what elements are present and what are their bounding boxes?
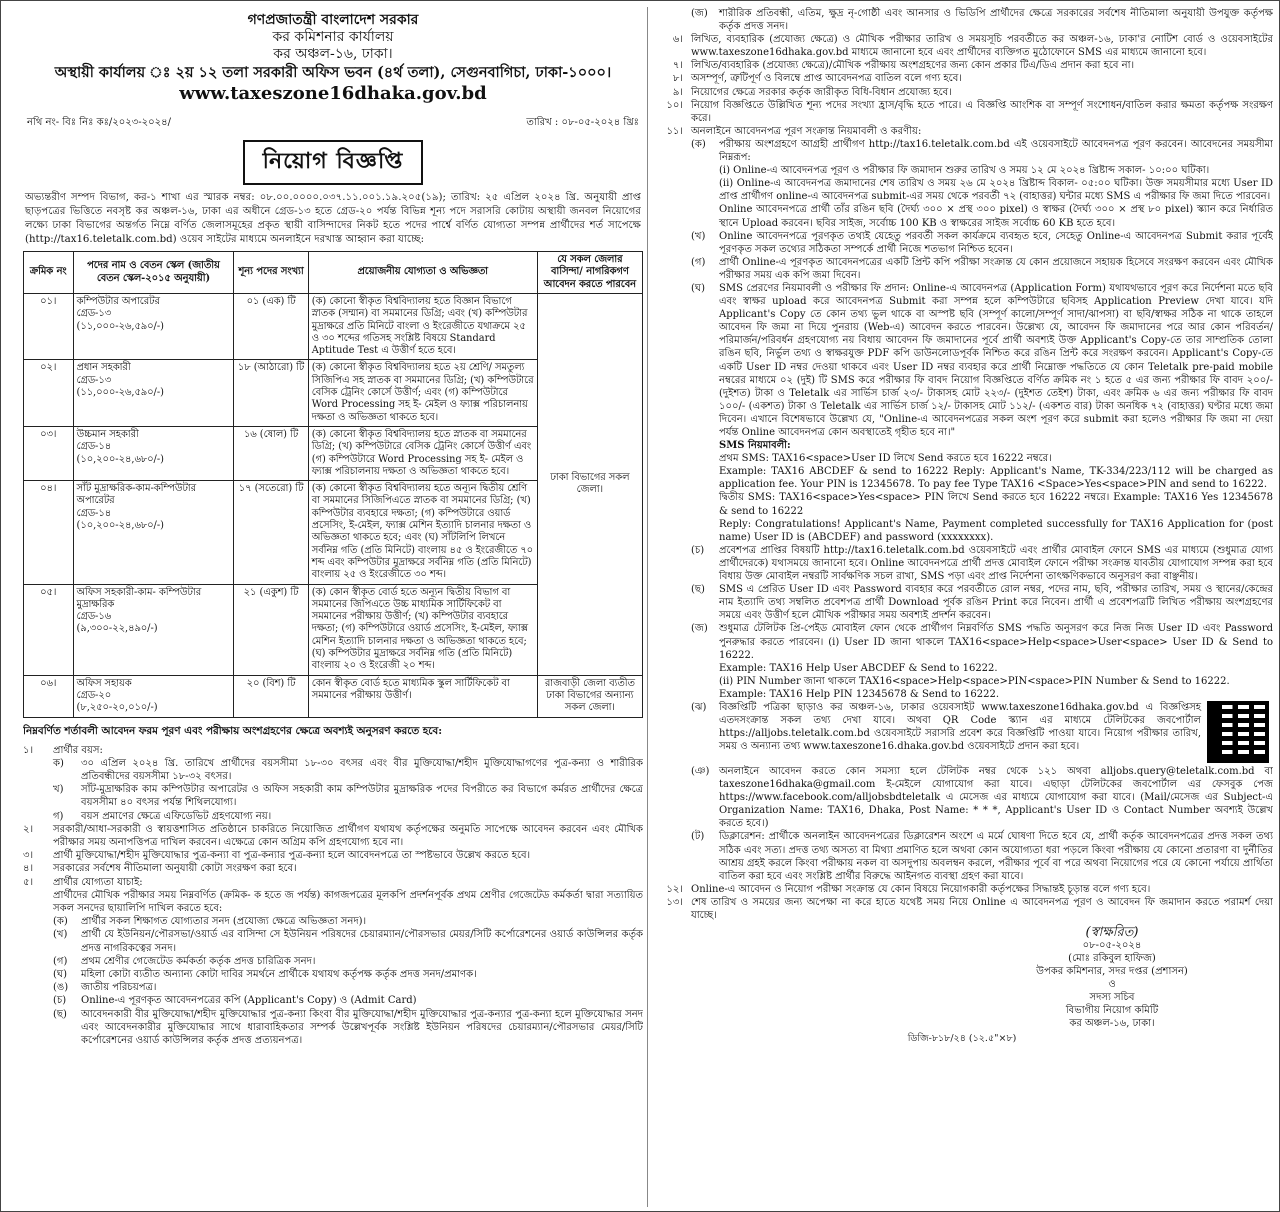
instruction-text: Online-এ আবেদন ও নিয়োগ পরীক্ষা সংক্রান্ত যে কোন বিষয়ে নিয়োগকারী কর্তৃপক্ষের সিদ্ধান্তই চূড়ান্ত বলে গণ্য হবে। [691,883,1151,895]
instruction-line: (i) Online-এ আবেদনপত্র পূরণ ও পরীক্ষার ফি জমাদান শুরুর তারিখ ও সময় ১২ মে ২০২৪ খ্রিষ্টাব্দ সকাল- ১০:০০ ঘটিকা। [719,165,1210,177]
instruction-subnumber: (ছ) [691,584,705,596]
instruction-spacer [651,230,691,256]
instruction-item [651,230,1273,256]
condition-subnumber: গ) [53,810,64,822]
instruction-number: ১০। [666,99,683,111]
instruction-text: নিয়োগের ক্ষেত্রে সরকার কর্তৃক জারীকৃত বিধি-বিধান প্রযোজ্য হবে। [691,86,952,98]
instruction-spacer [651,583,691,622]
instruction-number: ৬। [672,34,683,46]
condition-subnumber: (চ) [53,995,67,1007]
instruction-spacer [651,282,691,439]
signatory-committee: বিভাগীয় নিয়োগ কমিটি [1065,1005,1159,1017]
instruction-subnumber: (জ) [691,8,708,19]
condition-subnumber: (ঙ) [53,982,69,994]
condition-item [23,849,643,862]
instruction-item [651,830,1273,882]
instruction-text: Online আবেদনপত্রে পূরণকৃত তথ্যই যেহেতু পরবর্তী সকল কার্যক্রমে ব্যবহৃত হবে, সেহেতু Online-এ আবেদনপত্র Submit করার পূর্বেই পূরণকৃত সকল তথ্যের সঠিকতা সম্পর্কে প্রার্থী নিজে শতভাগ নিশ্চিত হবেন। [719,230,1273,255]
instruction-line: Example: TAX16 ABCDEF & send to 16222 Reply: Applicant's Name, TK-334/223/112 will be charged as application fee. Your PIN is 12345678. To pay fee Type TAX16 <Space>Yes<space>PIN and send to 16222. [719,466,1273,491]
instruction-subnumber: (ট) [691,831,705,843]
condition-spacer [23,810,53,823]
post-name: উচ্চমান সহকারী [76,428,139,440]
condition-text: প্রার্থী মুক্তিযোদ্ধা/শহীদ মুক্তিযোদ্ধার পুত্র-কন্যা বা পুত্র-কন্যার পুত্র-কন্যা হলে আবেদনপত্রে তা স্পষ্টভাবে উল্লেখ করতে হবে। [53,850,531,862]
instruction-text: বিজ্ঞপ্তিটি পত্রিকা ছাড়াও কর অঞ্চল-১৬, ঢাকার ওয়েবসাইট www.taxeszone16dhaka.gov.bd এ বিজ্ঞপ্তিসহ এতদসংক্রান্ত সকল তথ্য দেখা যাবে। অথবা QR Code স্ক্যান এর মাধ্যমে টেলিটকের জবপোর্টাল https://alljobs.teletalk.com.bd ওয়েবসাইটে সরাসরি প্রবেশ করে বিজ্ঞপ্তিটি পাওয়া যাবে। নিয়োগ পরীক্ষার তারিখ, সময় ও অন্যান্য তথ্য www.taxeszone16.dhaka.gov.bd ওয়েবসাইটে প্রদান করা হবে। [719,701,1273,765]
row-qualification: (ক) কোন স্বীকৃত বোর্ড হতে অন্যূন দ্বিতীয় বিভাগ বা সমমানের জিপিএতে উচ্চ মাধ্যমিক সার্টিফিকেট বা সমমানের পরীক্ষায় উত্তীর্ণ; (খ) কম্পিউটার ব্যবহারে দক্ষতা; (গ) কম্পিউটারে ওয়ার্ড প্রসেসিং, ই-মেইল, ফ্যাক্স মেশিন ইত্যাদি চালনার দক্ষতা ও অভিজ্ঞতা থাকতে হবে; (ঘ) কম্পিউটার মুদ্রাক্ষরে সর্বনিম্ন গতি (প্রতি মিনিটে) বাংলায় ২০ ও ইংরেজী ২০ শব্দ। [308,584,537,675]
instruction-number: ৭। [672,60,683,72]
instruction-subnumber: (ঝ) [691,701,707,713]
condition-subnumber: (ঘ) [53,968,67,980]
instruction-spacer [651,622,691,661]
row-vacancy-count: ১৭ (সতেরো) টি [234,481,308,584]
instruction-subnumber: (জ) [691,623,708,635]
instruction-item [651,883,1273,896]
row-qualification: (ক) কোনো স্বীকৃত বিশ্ববিদ্যালয় হতে বিজ্ঞান বিভাগে স্নাতক (সম্মান) বা সমমানের ডিগ্রি; এবং (খ) কম্পিউটার মুদ্রাক্ষরে প্রতি মিনিটে বাংলা ও ইংরেজীতে যথাক্রমে ২৫ ও ৩০ শব্দের গতিসহ সংশ্লিষ্ট বিষয়ে Standard Aptitude Test এ উত্তীর্ণ হতে হবে। [308,294,537,360]
footer-code: ডিজি-৮১৮/২৪ (১২.৫"×৮) [907,1033,1017,1045]
post-grade: গ্রেড-১৪ [76,507,112,519]
post-scale: (১০,২০০-২৪,৬৮০/-) [76,453,164,465]
signatory-office: কর অঞ্চল-১৬, ঢাকা। [1069,1018,1155,1030]
post-grade: গ্রেড-২০ [76,689,112,701]
condition-spacer [23,783,53,809]
condition-item [23,823,643,849]
conditions-title: নিম্নবর্ণিত শর্তাবলী আবেদন ফরম পূরণ এবং পরীক্ষায় অংশগ্রহণের ক্ষেত্রে অবশ্যই অনুসরণ করতে হবে: [23,724,443,737]
instruction-line: Example: TAX16 Help User ABCDEF & Send to 16222. [719,662,998,674]
table-header-cell: প্রয়োজনীয় যোগ্যতা ও অভিজ্ঞতা [308,252,537,294]
instruction-text: SMS এ প্রেরিত User ID এবং Password ব্যবহার করে পরবর্তীতে রোল নম্বর, পদের নাম, ছবি, পরীক্ষার তারিখ, সময় ও স্থানের/কেন্দ্রের নাম ইত্যাদি তথ্য সম্বলিত প্রবেশপত্র প্রার্থী Download পূর্বক রঙিন Print করে নিবেন। প্রার্থী এ প্রবেশপত্রটি লিখিত পরীক্ষায় অংশগ্রহণের সময়ে এবং উত্তীর্ণ হলে মৌখিক পরীক্ষার সময় অবশ্যই প্রদর্শন করবেন। [719,584,1273,622]
condition-item [23,915,643,928]
instruction-subnumber: (গ) [691,256,706,268]
instruction-item [651,99,1273,125]
memo-date: তারিখ : ০৮-০৫-২০২৪ খ্রিঃ [526,117,639,128]
instruction-item [651,583,1273,622]
row-post [73,675,234,717]
instruction-text: অনলাইনে আবেদন করতে কোন সমস্যা হলে টেলিটক নম্বর থেকে ১২১ অথবা alljobs.query@teletalk.com.bd বা taxeszone16dhaka@gmail.com ই-মেইলে যোগাযোগ করা যাবে। এছাড়া টেলিটকের জবপোর্টাল এর ফেসবুক পেজ https://www.facebook.com/alljobsbdteletalk এ মেসেজ এর মাধ্যমে যোগাযোগ করা যাবে। (Mail/মেসেজ এর Subject-এ Organization Name: TAX16, Dhaka, Post Name: * * *, Applicant's User ID ও Contact Number অবশ্যই উল্লেখ করতে হবে।) [719,765,1273,830]
condition-spacer [23,968,53,981]
condition-subnumber: (ক) [53,916,68,928]
left-column [23,11,643,1206]
instruction-line: Online আবেদনপত্রে প্রার্থী তাঁর রঙিন ছবি (দৈর্ঘ্য ৩০০ × প্রস্থ ৩০০ pixel) ও স্বাক্ষর (দৈর্ঘ্য ৩০০ × প্রস্থ ৮০ pixel) স্ক্যান করে নির্ধারিত স্থানে Upload করবেন। ছবির সাইজ, সর্বোচ্চ 100 KB ও স্বাক্ষরের সাইজ সর্বোচ্চ 60 KB হতে হবে। [719,204,1273,229]
row-serial: ০৬। [24,675,74,717]
instruction-number: ১৩। [666,896,683,908]
instruction-number: ৯। [672,86,683,98]
post-name: অফিস সহকারী-কাম- কম্পিউটার মুদ্রাক্ষরিক [76,586,202,610]
instruction-text: নিয়োগ বিজ্ঞপ্তিতে উল্লিখিত শূন্য পদের সংখ্যা হ্রাস/বৃদ্ধি হতে পারে। এ বিজ্ঞপ্তি আংশিক বা সম্পূর্ণ সংশোধন/বাতিল করার ক্ষমতা কর্তৃপক্ষ সংরক্ষণ করে। [691,99,1273,124]
instruction-item [651,125,1273,138]
condition-text: সরকারের সর্বশেষ নীতিমালা অনুযায়ী কোটা সংরক্ষণ করা হবে। [53,863,297,875]
condition-text: আবেদনকারী বীর মুক্তিযোদ্ধা/শহীদ মুক্তিযোদ্ধার পুত্র-কন্যা কিংবা বীর মুক্তিযোদ্ধা/শহীদ মুক্তিযোদ্ধার পুত্র-কন্যার পুত্র-কন্যা হলে মুক্তিযোদ্ধার সনদ এবং আবেদনকারীর মুক্তিযোদ্ধার সাথে ধারাবাহিকতার সম্পর্ক উল্লেখপূর্বক সংশ্লিষ্ট ইউনিয়ন পরিষদের চেয়ারম্যান/পৌরসভার মেয়র/সিটি কর্পোরেশনের ওয়ার্ড কাউন্সিলর কর্তৃক প্রদত্ত প্রত্যয়নপত্র। [81,1008,643,1046]
condition-text: মহিলা কোটা ব্যতীত অন্যান্য কোটা দাবির সমর্থনে প্রার্থীকে যথাযথ কর্তৃপক্ষ কর্তৃক প্রদত্ত সনদ/প্রমাণক। [81,968,477,980]
condition-spacer [23,889,53,915]
condition-text: জাতীয় পরিচয়পত্র। [81,982,157,994]
condition-subnumber: ক) [53,757,64,769]
column-divider [647,7,648,1207]
instruction-item [651,72,1273,85]
condition-item [23,810,643,823]
instruction-spacer [651,138,691,164]
signatory-and: ও [1108,979,1116,991]
memo-number: নথি নং- বিঃ নিঃ কঃ/২০২৩-২০২৪/ [27,117,172,128]
condition-subnumber: (খ) [53,929,68,941]
instruction-item [651,896,1273,922]
row-vacancy-count: ১৮ (আঠারো) টি [234,360,308,426]
condition-item [23,783,643,809]
condition-text: প্রার্থী যে ইউনিয়ন/পৌরসভা/ওয়ার্ড এর বাসিন্দা সে ইউনিয়ন পরিষদের চেয়ারম্যান/পৌরসভার মেয়র/সিটি কর্পোরেশনের ওয়ার্ড কাউন্সিলর কর্তৃক প্রদত্ত নাগরিকত্বের সনদ। [81,929,643,954]
condition-number: ৩। [23,850,34,862]
instruction-item [651,86,1273,99]
post-name: কম্পিউটার অপারেটর [76,296,160,307]
instruction-text: লিখিত, ব্যবহারিক (প্রযোজ্য ক্ষেত্রে) ও মৌখিক পরীক্ষার তারিখ ও সময়সূচি পরবর্তীতে কর অঞ্চল-১৬, ঢাকা'র নোটিশ বোর্ড ও ওয়েবসাইটের www.taxeszone16dhaka.gov.bd মাধ্যমে জানানো হবে এবং প্রার্থীদের ব্যক্তিগত মুঠোফোনে SMS এর মাধ্যমে জানানো হবে। [691,34,1273,59]
table-row [24,675,643,717]
instruction-spacer [651,256,691,282]
instruction-item [651,33,1273,59]
instruction-spacer [651,701,691,765]
row-serial: ০২। [24,360,74,426]
instruction-line: SMS নিয়মাবলী: [719,440,791,452]
row-qualification: (ক) কোনো স্বীকৃত বিশ্ববিদ্যালয় হতে স্নাতক বা সমমানের ডিগ্রি; (খ) কম্পিউটারে বেসিক ট্রেনিং কোর্সে উত্তীর্ণ এবং (গ) কম্পিউটারে Word Processing সহ ই- মেইল ও ফ্যাক্স পরিচালনায় দক্ষতা ও অভিজ্ঞতা থাকতে হবে। [308,426,537,480]
row-districts: রাজবাড়ী জেলা ব্যতীত ঢাকা বিভাগের অন্যান্য সকল জেলা। [537,675,642,717]
condition-text: প্রার্থীর যোগ্যতা যাচাই: [53,876,143,888]
instruction-item [651,7,1273,33]
instruction-line: (ii) PIN Number জানা থাকলে TAX16<space>Help<space>PIN<space>PIN Number & Send to 16222. [719,675,1230,687]
post-grade: গ্রেড-১৬ [76,611,112,623]
post-name: প্রধান সহকারী [76,362,131,374]
condition-text: সাঁট-মুদ্রাক্ষরিক কাম কম্পিউটার অপারেটর ও অফিস সহকারী কাম কম্পিউটার মুদ্রাক্ষরিক পদের বিপরীতে কর বিভাগে কর্মরত প্রার্থীদের ক্ষেত্রে বয়সসীমা ৪০ বৎসর পর্যন্ত শিথিলযোগ্য। [81,784,643,809]
instruction-item [651,256,1273,282]
signatory-role: সদস্য সচিব [1089,992,1135,1004]
row-serial: ০১। [24,294,74,360]
condition-spacer [23,994,53,1007]
instruction-text: প্রবেশপত্র প্রাপ্তির বিষয়টি http://tax16.teletalk.com.bd ওয়েবসাইটে এবং প্রার্থীর মোবাইল ফোনে SMS এর মাধ্যমে (শুধুমাত্র যোগ্য প্রার্থীদেরকে) যথাসময়ে জানানো হবে। Online আবেদনপত্রে প্রার্থী প্রদত্ত মোবাইল ফোনে পরীক্ষা সংক্রান্ত যাবতীয় যোগাযোগ সম্পন্ন করা হবে বিধায় উক্ত মোবাইল নম্বরটি সার্বক্ষণিক সচল রাখা, SMS পড়া এবং প্রাপ্ত নির্দেশনা তাৎক্ষণিকভাবে অনুসরণ করা বাঞ্ছনীয়। [719,544,1273,583]
row-qualification: (ক) কোনো স্বীকৃত বিশ্ববিদ্যালয় হতে অন্যূন দ্বিতীয় শ্রেণি বা সমমানের সিজিপিএতে স্নাতক বা সমমানের ডিগ্রি; (খ) কম্পিউটার ব্যবহারে দক্ষতা; (গ) কম্পিউটারে ওয়ার্ড প্রসেসিং, ই-মেইল, ফ্যাক্স মেশিন ইত্যাদি চালনার দক্ষতা ও অভিজ্ঞতা থাকতে হবে; এবং (ঘ) সাঁটলিপি লিখনে সর্বনিম্ন গতি (প্রতি মিনিটে) বাংলায় ৪৫ ও ইংরেজীতে ৭০ শব্দ এবং কম্পিউটার মুদ্রাক্ষরে সর্বনিম্ন গতি (প্রতি মিনিটে) বাংলায় ২৫ ও ইংরেজীতে ৩০ শব্দ। [308,481,537,584]
row-serial: ০৫। [24,584,74,675]
instruction-text: লিখিত/ব্যবহারিক (প্রযোজ্য ক্ষেত্রে)/মৌখিক পরীক্ষায় অংশগ্রহণের জন্য কোন প্রকার টিএ/ডিএ প্রদান করা হবে না। [691,60,1135,72]
instruction-text: শারীরিক প্রতিবন্ধী, এতিম, ক্ষুদ্র নৃ-গোষ্ঠী এবং আনসার ও ভিডিপি প্রার্থীদের ক্ষেত্রে সরকারের সর্বশেষ নীতিমালা অনুযায়ী উপযুক্ত কর্তৃপক্ষ কর্তৃক প্রদত্ত সনদ। [719,8,1273,33]
row-post [73,584,234,675]
condition-item [23,928,643,954]
condition-item [23,862,643,875]
condition-item [23,968,643,981]
instruction-text: অনলাইনে আবেদনপত্র পূরণ সংক্রান্ত নিয়মাবলী ও করণীয়: [691,125,922,137]
instruction-line: Reply: Congratulations! Applicant's Name, Payment completed successfully for TAX16 Application for (post name) User ID is (ABCDEF) and password (xxxxxxxx). [719,518,1273,543]
instruction-text: শেষ তারিখ ও সময়ের জন্য অপেক্ষা না করে হাতে যথেষ্ট সময় নিয়ে Online এ আবেদনপত্র পূরণ ও আবেদন ফি জমাদান করতে পরামর্শ দেয়া যাচ্ছে। [691,896,1273,921]
signature-scribble: (স্বাক্ষরিত) [1085,925,1139,941]
post-scale: (১১,০০০-২৬,৫৯০/-) [76,387,164,399]
condition-text: Online-এ পূরণকৃত আবেদনপত্রের কপি (Applicant's Copy) ও (Admit Card) [81,995,417,1007]
row-post [73,294,234,360]
header-website: www.taxeszone16dhaka.gov.bd [179,83,487,104]
condition-subnumber: খ) [53,784,64,796]
signature-date: ০৮-০৫-২০২৪ [1082,940,1142,952]
instruction-spacer [651,765,691,830]
instruction-spacer [651,544,691,583]
instruction-text: SMS প্রেরণের নিয়মাবলী ও পরীক্ষার ফি প্রদান: Online-এ আবেদনপত্র (Application Form) যথাযথভাবে পূরণ করে নির্দেশনা মতে ছবি এবং স্বাক্ষর upload করে আবেদনপত্র Submit করা সম্পন্ন হলে কম্পিউটারে ছবিসহ Application Preview দেখা যাবে। যদি Applicant's Copy তে কোন তথ্য ভুল থাকে বা অস্পষ্ট ছবি (সম্পূর্ণ কালো/সম্পূর্ণ সাদা/ঝাপসা) বা ছবি/স্বাক্ষর সঠিক না থাকে তাহলে আবেদন ফি জমা না দিয়ে পুনরায় (Web-এ) আবেদন করতে পারবেন। উল্লেখ্য যে, আবেদন ফি জমাদানের পরে আর কোন পরিবর্তন/পরিমার্জন/পরিবর্ধন গ্রহণযোগ্য নয় বিধায় আবেদন ফি জমাদানের পূর্বে প্রার্থী অবশ্যই উক্ত Applicant's Copy-তে তার সাম্প্রতিক তোলা রঙিন ছবি, নির্ভুল তথ্য ও স্বাক্ষরযুক্ত PDF কপি ডাউনলোডপূর্বক নিশ্চিত করে রঙিন প্রিন্ট করে সংরক্ষণ করবেন। Applicant's Copy-তে একটি User ID নম্বর দেওয়া থাকবে এবং User ID নম্বর ব্যবহার করে প্রার্থী নিম্নোক্ত পদ্ধতিতে যে কোন Teletalk pre-paid mobile নম্বরের মাধ্যমে ০২ (দুই) টি SMS করে পরীক্ষার ফি বাবদ নিয়োগ বিজ্ঞপ্তিতে বর্ণিত ক্রমিক নং ১ হতে ৫ এর জন্য পরীক্ষার ফি বাবদ ২০০/- (দুইশত) টাকা ও Teletalk এর সার্ভিস চার্জ ২৩/- টাকাসহ মোট ২২৩/- (দুইশত তেইশ) টাকা, এবং ক্রমিক ৬ এর জন্য পরীক্ষার ফি বাবদ ১০০/- (একশত) টাকা ও Teletalk এর সার্ভিস চার্জ ১২/- টাকাসহ মোট ১১২/- (একশত বার) টাকা অনধিক ৭২ (বাহাত্তর) ঘণ্টার মধ্যে জমা দিবেন। এখানে বিশেষভাবে উল্লেখ্য যে, "Online-এ আবেদনপত্রের সকল অংশ পূরণ করে submit করা হলেও পরীক্ষার ফি জমা না দেয়া পর্যন্ত Online আবেদনপত্র কোন অবস্থাতেই গৃহীত হবে না।" [719,282,1273,438]
condition-text: প্রার্থীর বয়স: [53,744,103,756]
condition-number: ২। [23,823,34,835]
condition-text: প্রথম শ্রেণীর গেজেটেড কর্মকর্তা কর্তৃক প্রদত্ত চারিত্রিক সনদ। [81,955,316,967]
condition-item [23,889,643,915]
row-serial: ০৪। [24,481,74,584]
notice-header [23,11,643,105]
instruction-subnumber: (চ) [691,544,705,556]
condition-spacer [23,955,53,968]
condition-spacer [23,981,53,994]
instruction-item [651,544,1273,583]
post-name: অফিস সহায়ক [76,677,132,689]
condition-item [23,1008,643,1048]
instruction-subnumber: (ঘ) [691,282,705,294]
condition-item [23,876,643,889]
row-post [73,360,234,426]
notice-title: নিয়োগ বিজ্ঞপ্তি [243,140,424,185]
government-name: গণপ্রজাতন্ত্রী বাংলাদেশ সরকার [247,12,419,28]
condition-spacer [23,1008,53,1048]
condition-text: সরকারী/আধা-সরকারী ও স্বায়ত্তশাসিত প্রতিষ্ঠানে চাকরিতে নিয়োজিত প্রার্থীগণ যথাযথ কর্তৃপক্ষের অনুমতি সাপেক্ষে আবেদন করবেন এবং মৌখিক পরীক্ষার সময় অনাপত্তিপত্র দাখিল করবেন। এক্ষেত্রে কোন অগ্রিম কপি গ্রহণযোগ্য হবে না। [53,823,643,848]
instructions-list [651,7,1273,922]
post-scale: (৮,২৫০-২০,০১০/-) [76,702,158,714]
row-post [73,426,234,480]
row-qualification: কোন স্বীকৃত বোর্ড হতে মাধ্যমিক স্কুল সার্টিফিকেট বা সমমানের পরীক্ষায় উত্তীর্ণ। [308,675,537,717]
condition-spacer [23,915,53,928]
row-vacancy-count: ২১ (একুশ) টি [234,584,308,675]
row-districts: ঢাকা বিভাগের সকল জেলা। [537,294,642,676]
signatory-designation: উপকর কমিশনার, সদর দপ্তর (প্রশাসন) [1036,966,1188,978]
instruction-line: প্রথম SMS: TAX16<space>User ID লিখে Send করতে হবে 16222 নম্বরে। [719,453,1052,465]
instruction-line: (ii) Online-এ আবেদনপত্র জমাদানের শেষ তারিখ ও সময় ২৬ মে ২০২৪ খ্রিষ্টাব্দ বিকাল- ০৫:০০ ঘটিকা। উক্ত সময়সীমার মধ্যে User ID প্রাপ্ত প্রার্থীগণ online-এ আবেদনপত্র submit-এর সময় থেকে পরবর্তী ৭২ (বাহাত্তর) ঘন্টার মধ্যে SMS এ পরীক্ষার ফি জমা দিতে পারবেন। [719,178,1273,203]
row-post [73,481,234,584]
condition-item [23,994,643,1007]
condition-text: বয়স প্রমাণের ক্ষেত্রে এফিডেভিট গ্রহণযোগ্য নয়। [81,810,272,822]
row-qualification: (ক) কোনো স্বীকৃত বিশ্ববিদ্যালয় হতে ২য় শ্রেণি/ সমতুল্য সিজিপিএ সহ স্নাতক বা সমমানের ডিগ্রি; (খ) কম্পিউটারে বেসিক ট্রেনিং কোর্সে উত্তীর্ণ; এবং (গ) কম্পিউটারে Word Processing সহ ই- মেইল ও ফ্যাক্স পরিচালনায় দক্ষতা ও অভিজ্ঞতা থাকতে হবে। [308,360,537,426]
instruction-text: অসম্পূর্ণ, ত্রুটিপূর্ণ ও বিলম্বে প্রাপ্ত আবেদনপত্র বাতিল বলে গণ্য হবে। [691,73,962,85]
post-grade: গ্রেড-১৪ [76,441,112,453]
condition-spacer [23,757,53,783]
instruction-text: প্রার্থী Online-এ পূরণকৃত আবেদনপত্রের একটি প্রিন্ট কপি পরীক্ষা সংক্রান্ত যে কোন প্রয়োজনে সহায়ক হিসেবে সংরক্ষণ করবেন এবং মৌখিক পরীক্ষার সময় এক কপি জমা দিবেন। [719,256,1273,281]
condition-number: ৫। [23,876,34,888]
right-column [651,7,1273,1207]
condition-subnumber: (গ) [53,955,68,967]
table-header-cell: শূন্য পদের সংখ্যা [234,252,308,294]
condition-subnumber: (ছ) [53,1008,67,1020]
instruction-text: পরীক্ষায় অংশগ্রহণে আগ্রহী প্রার্থীগণ http://tax16.teletalk.com.bd এই ওয়েবসাইটে আবেদনপত্র পূরণ করবেন। আবেদনের সময়সীমা নিম্নরূপ: [719,138,1273,164]
posts-table [23,251,643,718]
memo-line [23,115,643,132]
condition-text: ৩০ এপ্রিল ২০২৪ খ্রি. তারিখে প্রার্থীদের বয়সসীমা ১৮-৩০ বৎসর এবং বীর মুক্তিযোদ্ধা/শহীদ মুক্তিযোদ্ধাগণের পুত্র-কন্যা ও শারীরিক প্রতিবন্ধীদের বয়সসীমা ১৮-৩২ বৎসর। [81,757,643,782]
instruction-number: ১২। [666,883,683,895]
condition-item [23,981,643,994]
instruction-text: ডিক্লারেশন: প্রার্থীকে অনলাইন আবেদনপত্রের ডিক্লারেশন অংশে এ মর্মে ঘোষণা দিতে হবে যে, প্রার্থী কর্তৃক আবেদনপত্রের প্রদত্ত সকল তথ্য সঠিক এবং সত্য। প্রদত্ত তথ্য অসত্য বা মিথ্যা প্রমাণিত হলে অথবা কোন অযোগ্যতা ধরা পড়লে কিংবা পরীক্ষায় যে কোনো প্রতারণা বা দুর্নীতির আশ্রয় গ্রহই করলে কিংবা পরীক্ষায় নকল বা অসদুপায় অবলম্বন করলে, পরীক্ষার পূর্বে বা পরে অথবা নিয়োগের পরে যে কোনো পর্যায়ে প্রার্থিতা বাতিল করা হবে এবং সংশ্লিষ্ট প্রার্থীর বিরুদ্ধে আইনগত ব্যবস্থা গ্রহণ করা যাবে। [719,831,1273,882]
row-serial: ০৩। [24,426,74,480]
instruction-subnumber: (ঞ) [691,765,710,777]
post-scale: (১০,২০০-২৪,৬৮০/-) [76,520,164,532]
table-body [24,294,643,718]
condition-text: প্রার্থীর সকল শিক্ষাগত যোগ্যতার সনদ (প্রযোজ্য ক্ষেত্রে অভিজ্ঞতা সনদ)। [81,916,367,928]
condition-number: ৪। [23,863,34,875]
instruction-item [651,282,1273,439]
instruction-number: ৮। [672,73,683,85]
instruction-item [651,59,1273,72]
instruction-line: দ্বিতীয় SMS: TAX16<space>Yes<space> PIN লিখে Send করতে হবে 16222 নম্বরে। Example: TAX16 Yes 12345678 & send to 16222 [719,492,1273,517]
zone-name: কর অঞ্চল-১৬, ঢাকা। [273,46,393,62]
temporary-office-address: অস্থায়ী কার্যালয় ঃ ২য় ১২ তলা সরকারী অফিস ভবন (৪র্থ তলা), সেগুনবাগিচা, ঢাকা-১০০০। [54,64,612,81]
signature-block [951,926,1273,1030]
condition-text: প্রার্থীদের মৌখিক পরীক্ষার সময় নিম্নবর্ণিত (ক্রমিক- ক হতে জ পর্যন্ত) কাগজপত্রের মূলকপি প্রদর্শনপূর্বক প্রথম শ্রেণীর গেজেটেড কর্মকর্তা দ্বারা সত্যায়িত সকল সনদের ছায়ালিপি দাখিল করতে হবে: [53,889,643,914]
post-scale: (১১,০০০-২৬,৫৯০/-) [76,320,164,332]
instruction-spacer [651,7,691,33]
row-vacancy-count: ০১ (এক) টি [234,294,308,360]
intro-paragraph: অভ্যন্তরীণ সম্পদ বিভাগ, কর-১ শাখা এর স্মারক নম্বর: ০৮.০০.০০০০.০৩৭.১১.০০১.১৯.২০৫(১৯); তারিখ: ২৫ এপ্রিল ২০২৪ খ্রি. অনুযায়ী প্রাপ্ত ছাড়পত্রের ভিত্তিতে নবসৃষ্ট কর অঞ্চল-১৬, ঢাকা এর অধীনে গ্রেড-১৩ হতে গ্রেড-২০ পর্যন্ত বিভিন্ন শূন্য পদে সরাসরি কোটায় অস্থায়ী জনবল নিয়োগের লক্ষ্যে ঢাকা বিভাগের অন্তর্গত নিম্নে বর্ণিত জেলাসমূহের প্রকৃত স্থায়ী বাসিন্দাদের নিকট হতে পদের পার্শ্বে বর্ণিত যোগ্যতা সম্পন্ন প্রার্থীদের শর্ত সাপেক্ষে (http://tax16.teletalk.com.bd) ওয়েব সাইটের মাধ্যমে অনলাইনে দরখাস্ত আহ্বান করা যাচ্ছে: [25,192,641,245]
table-header-row [24,252,643,294]
condition-item [23,757,643,783]
instruction-item [651,765,1273,830]
instruction-item [651,622,1273,661]
table-header-cell: ক্রমিক নং [24,252,74,294]
conditions-list [23,744,643,1048]
instruction-number: ১১। [666,125,683,137]
instruction-spacer [651,830,691,882]
condition-number: ১। [23,744,34,756]
qr-code-icon [1207,701,1269,763]
instruction-line: Example: TAX16 Help PIN 12345678 & Send to 16222. [719,688,999,700]
instruction-item [651,138,1273,164]
row-vacancy-count: ১৬ (ষোল) টি [234,426,308,480]
post-scale: (৯,৩০০-২২,৪৯০/-) [76,623,158,635]
post-name: সাঁট মুদ্রাক্ষরিক-কাম-কম্পিউটার অপারেটর [76,483,197,507]
condition-item [23,744,643,757]
instruction-text: শুধুমাত্র টেলিটক প্রি-পেইড মোবাইল ফোন থেকে প্রার্থীগণ নিম্নবর্ণিত SMS পদ্ধতি অনুসরণ করে নিজ নিজ User ID এবং Password পুনরুদ্ধার করতে পারবেন। (i) User ID জানা থাকলে TAX16<space>Help<space>User<space> User ID & Send to 16222. [719,623,1273,661]
post-grade: গ্রেড-১৩ [76,374,112,386]
table-header-cell: যে সকল জেলার বাসিন্দা/ নাগরিকগণ আবেদন করতে পারবেন [537,252,642,294]
signatory-name: (মোঃ রকিবুল হাফিজ) [1068,953,1156,965]
condition-item [23,955,643,968]
instruction-item [651,701,1273,765]
post-grade: গ্রেড-১৩ [76,308,112,320]
table-header-cell: পদের নাম ও বেতন স্কেল (জাতীয় বেতন স্কেল-২০১৫ অনুযায়ী) [73,252,234,294]
row-vacancy-count: ২০ (বিশ) টি [234,675,308,717]
office-name: কর কমিশনার কার্যালয় [272,29,394,45]
table-row [24,294,643,360]
instruction-subnumber: (ক) [691,138,706,150]
instruction-subnumber: (খ) [691,230,706,242]
condition-spacer [23,928,53,954]
